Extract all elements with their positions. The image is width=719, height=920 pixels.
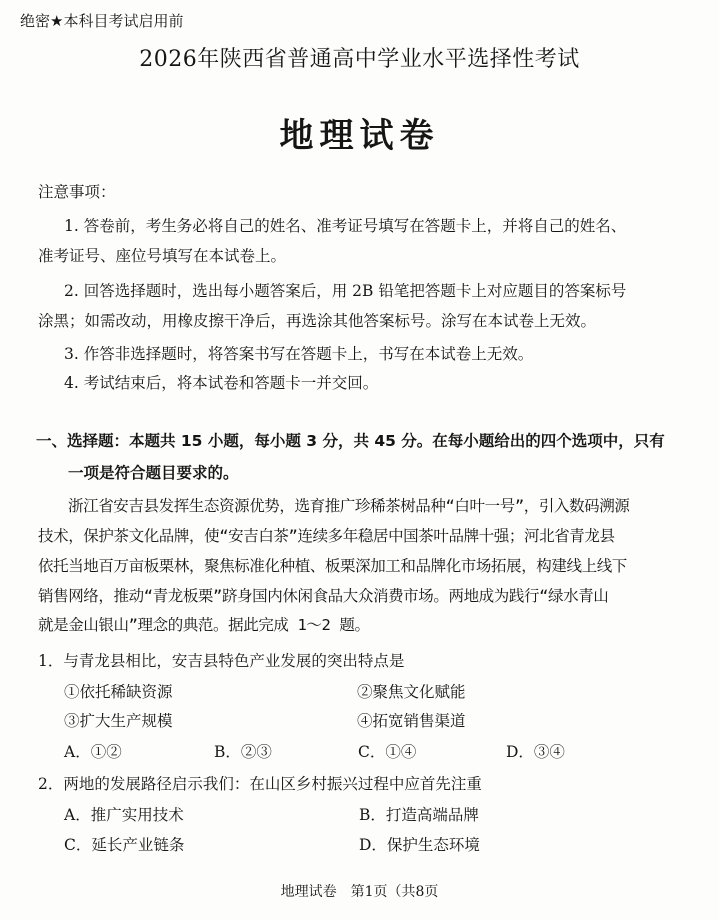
q1-item: ④拓宽销售渠道 bbox=[357, 712, 466, 730]
q2-choice-a[interactable]: A．推广实用技术 bbox=[64, 806, 184, 824]
section-heading-cont: 一项是符合题目要求的。 bbox=[68, 464, 239, 482]
q1-item: ①依托稀缺资源 bbox=[64, 683, 173, 701]
passage-line: 依托当地百万亩板栗林，聚焦标准化种植、板栗深加工和品牌化市场拓展，构建线上线下 bbox=[38, 557, 627, 575]
q1-item: ③扩大生产规模 bbox=[64, 712, 173, 730]
passage-line: 浙江省安吉县发挥生态资源优势，选育推广珍稀茶树品种“白叶一号”，引入数码溯源 bbox=[68, 497, 630, 515]
section-heading: 一、选择题：本题共 15 小题，每小题 3 分，共 45 分。在每小题给出的四个选项中，只有 bbox=[36, 432, 665, 450]
notice-line: 1. 答卷前，考生务必将自己的姓名、准考证号填写在答题卡上，并将自己的姓名、 bbox=[64, 217, 627, 235]
question-1-stem: 1．与青龙县相比，安吉县特色产业发展的突出特点是 bbox=[38, 652, 405, 670]
passage-line: 就是金山银山”理念的典范。据此完成 1～2 题。 bbox=[38, 616, 370, 634]
notice-heading: 注意事项： bbox=[38, 183, 116, 201]
page-footer: 地理试卷 第1页（共8页 bbox=[280, 884, 439, 900]
q2-choice-d[interactable]: D．保护生态环境 bbox=[359, 836, 480, 854]
page-title: 地理试卷 bbox=[279, 116, 440, 156]
q1-choice-a[interactable]: A．①② bbox=[64, 743, 122, 761]
q2-choice-c[interactable]: C．延长产业链条 bbox=[64, 836, 185, 854]
passage-line: 销售网络，推动“青龙板栗”跻身国内休闲食品大众消费市场。两地成为践行“绿水青山 bbox=[38, 587, 609, 605]
q1-choice-d[interactable]: D．③④ bbox=[506, 743, 565, 761]
confidential-label: 绝密★本科目考试启用前 bbox=[20, 12, 184, 30]
notice-line: 4. 考试结束后，将本试卷和答题卡一并交回。 bbox=[64, 374, 379, 392]
question-2-stem: 2．两地的发展路径启示我们：在山区乡村振兴过程中应首先注重 bbox=[38, 775, 482, 793]
notice-line: 涂黑；如需改动，用橡皮擦干净后，再选涂其他答案标号。涂写在本试卷上无效。 bbox=[38, 312, 597, 330]
notice-line: 准考证号、座位号填写在本试卷上。 bbox=[38, 247, 287, 265]
notice-line: 2. 回答选择题时，选出每小题答案后，用 2B 铅笔把答题卡上对应题目的答案标号 bbox=[64, 282, 627, 300]
q2-choice-b[interactable]: B．打造高端品牌 bbox=[359, 806, 479, 824]
q1-choice-b[interactable]: B．②③ bbox=[214, 743, 272, 761]
passage-line: 技术，保护茶文化品牌，使“安吉白茶”连续多年稳居中国茶叶品牌十强；河北省青龙县 bbox=[38, 527, 615, 545]
notice-line: 3. 作答非选择题时，将答案书写在答题卡上，书写在本试卷上无效。 bbox=[64, 345, 534, 363]
q1-item: ②聚焦文化赋能 bbox=[357, 683, 466, 701]
exam-subtitle: 2026年陕西省普通高中学业水平选择性考试 bbox=[139, 47, 580, 72]
q1-choice-c[interactable]: C．①④ bbox=[358, 743, 417, 761]
